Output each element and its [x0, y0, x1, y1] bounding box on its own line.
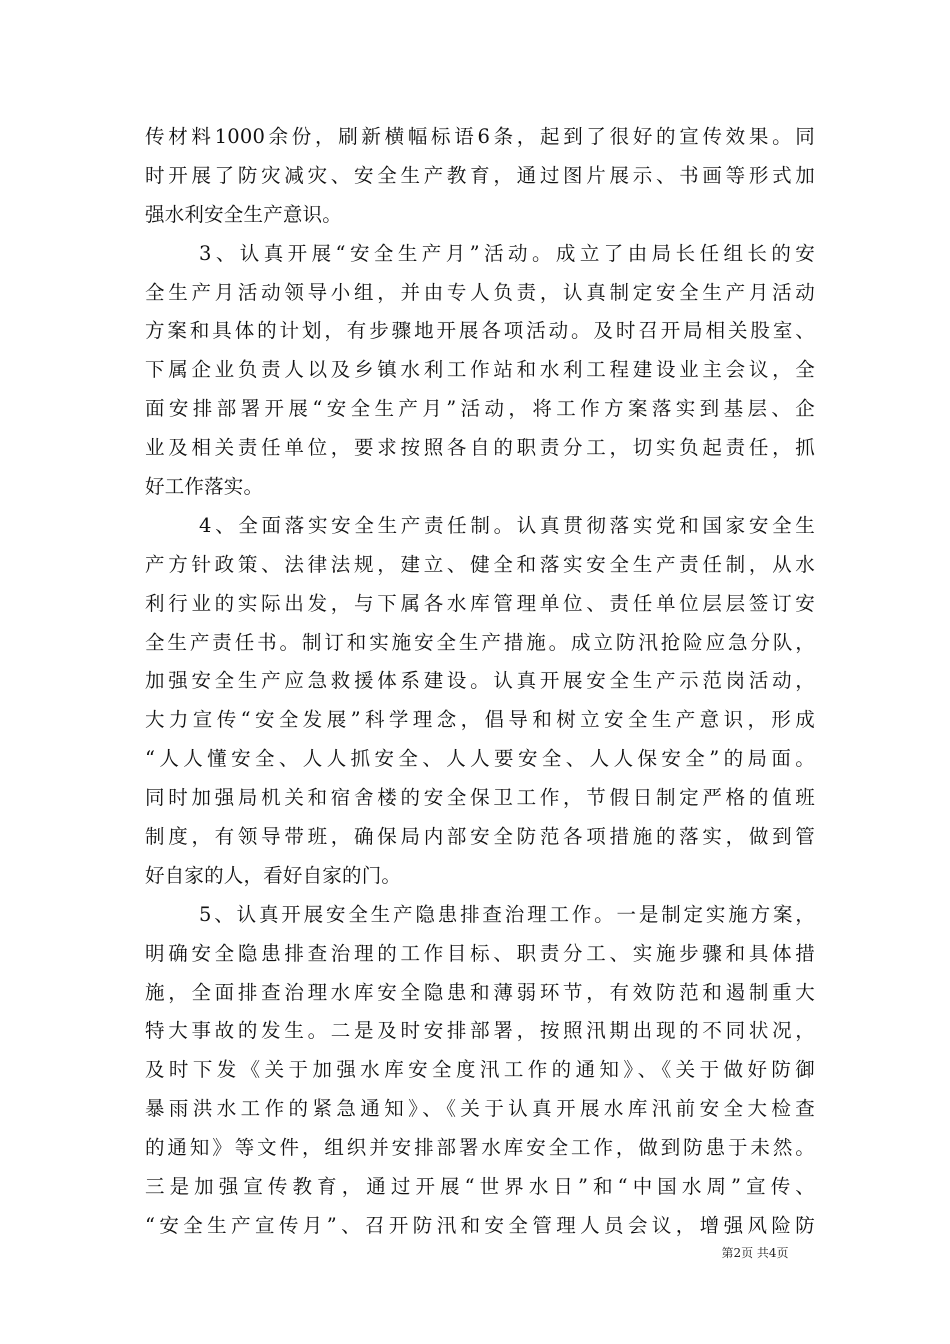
text-line: 大力宣传“安全发展”科学理念，倡导和树立安全生产意识，形成	[145, 708, 815, 732]
text-line: 3、认真开展“安全生产月”活动。成立了由局长任组长的安	[199, 241, 815, 265]
text-line: 业及相关责任单位，要求按照各自的职责分工，切实负起责任，抓	[145, 436, 815, 460]
text-line: 施，全面排查治理水库安全隐患和薄弱环节，有效防范和遏制重大	[145, 980, 815, 1004]
text-line: 面安排部署开展“安全生产月”活动，将工作方案落实到基层、企	[145, 397, 815, 421]
text-line: 全生产月活动领导小组，并由专人负责，认真制定安全生产月活动	[145, 280, 815, 304]
text-line: 特大事故的发生。二是及时安排部署，按照汛期出现的不同状况，	[145, 1019, 815, 1043]
text-line: 明确安全隐患排查治理的工作目标、职责分工、实施步骤和具体措	[145, 941, 815, 965]
text-line: 好自家的人，看好自家的门。	[145, 863, 402, 887]
text-line: 好工作落实。	[145, 475, 264, 499]
text-line: 利行业的实际出发，与下属各水库管理单位、责任单位层层签订安	[145, 591, 815, 615]
text-line: “人人懂安全、人人抓安全、人人要安全、人人保安全”的局面。	[145, 747, 815, 771]
text-line: 及时下发《关于加强水库安全度汛工作的通知》、《关于做好防御	[145, 1058, 815, 1082]
body-text	[145, 118, 815, 1246]
text-line: 的通知》等文件，组织并安排部署水库安全工作，做到防患于未然。	[145, 1136, 815, 1160]
text-line: 暴雨洪水工作的紧急通知》、《关于认真开展水库汛前安全大检查	[145, 1097, 815, 1121]
text-line: 传材料1000余份，刷新横幅标语6条，起到了很好的宣传效果。同	[145, 125, 815, 148]
text-line: 全生产责任书。制订和实施安全生产措施。成立防汛抢险应急分队，	[145, 630, 815, 654]
text-line: 加强安全生产应急救援体系建设。认真开展安全生产示范岗活动，	[145, 669, 815, 693]
text-line: 方案和具体的计划，有步骤地开展各项活动。及时召开局相关股室、	[145, 319, 815, 343]
text-line: 4、全面落实安全生产责任制。认真贯彻落实党和国家安全生	[199, 513, 815, 537]
text-line: 同时加强局机关和宿舍楼的安全保卫工作，节假日制定严格的值班	[145, 786, 815, 810]
text-line: 三是加强宣传教育，通过开展“世界水日”和“中国水周”宣传、	[145, 1175, 815, 1199]
text-line: 下属企业负责人以及乡镇水利工作站和水利工程建设业主会议，全	[145, 358, 815, 382]
text-line: 制度，有领导带班，确保局内部安全防范各项措施的落实，做到管	[145, 825, 815, 849]
text-line: 强水利安全生产意识。	[145, 202, 343, 226]
text-line: “安全生产宣传月”、召开防汛和安全管理人员会议，增强风险防	[145, 1213, 815, 1237]
text-line: 时开展了防灾减灾、安全生产教育，通过图片展示、书画等形式加	[145, 163, 815, 187]
text-line: 产方针政策、法律法规，建立、健全和落实安全生产责任制，从水	[145, 552, 815, 576]
text-line: 5、认真开展安全生产隐患排查治理工作。一是制定实施方案，	[199, 902, 815, 926]
page-footer: 第2页 共4页	[721, 1246, 789, 1260]
